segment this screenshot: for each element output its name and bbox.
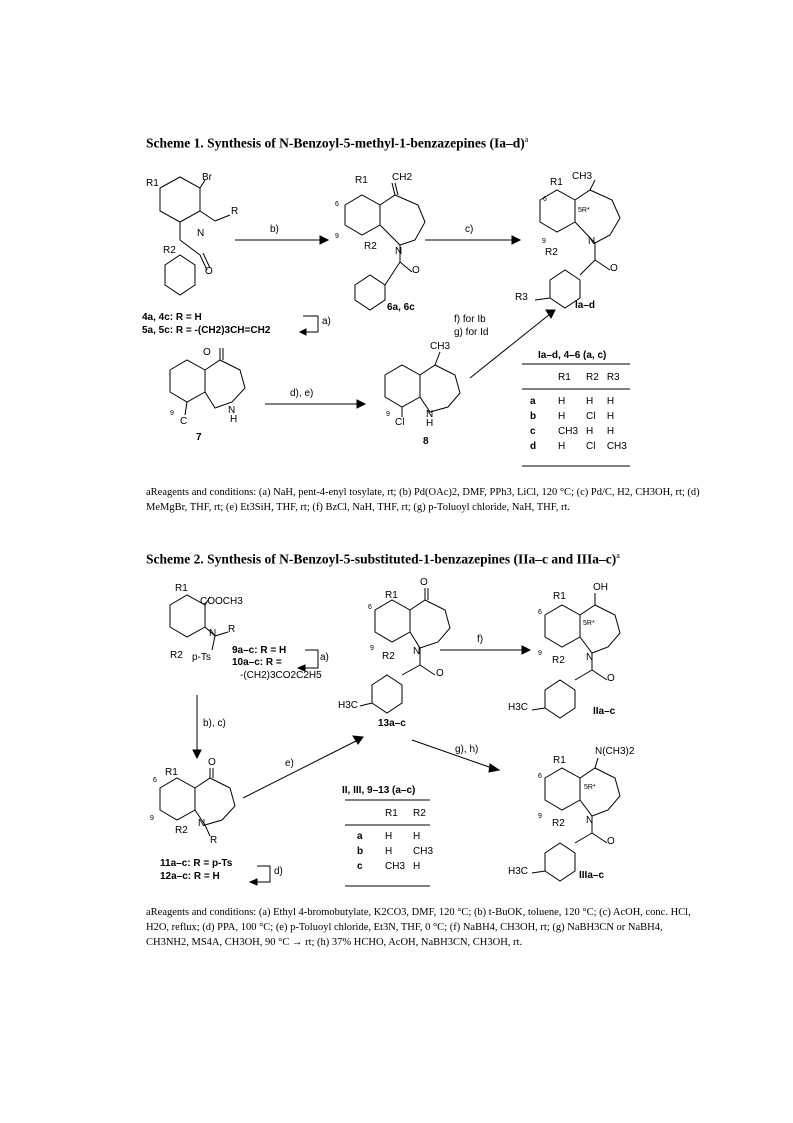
atom-n: N — [228, 405, 236, 416]
table-row: b H Cl H — [530, 411, 615, 422]
atom-o: O — [205, 266, 213, 277]
position-9: 9 — [335, 233, 339, 240]
position-6: 6 — [538, 773, 542, 780]
compound-10-label-2: -(CH2)3CO2C2H5 — [240, 670, 322, 681]
atom-r1: R1 — [385, 590, 398, 601]
position-9: 9 — [370, 645, 374, 652]
position-9: 9 — [538, 813, 542, 820]
atom-o: O — [610, 263, 618, 274]
stereo-5r: 5R* — [578, 207, 590, 214]
compound-III-ring — [545, 768, 580, 810]
atom-o: O — [412, 265, 420, 276]
position-6: 6 — [368, 604, 372, 611]
atom-h3c: H3C — [338, 700, 359, 711]
scheme1-title: Scheme 1. Synthesis of N-Benzoyl-5-methyl-1-benzazepines $(Ia-d)^a$ — [146, 135, 529, 151]
atom-r2: R2 — [545, 247, 558, 258]
compound-7-label: 7 — [196, 432, 202, 443]
atom-h: H — [230, 414, 238, 425]
compound-II-label: IIa–c — [593, 706, 616, 717]
scheme2-substituent-table — [355, 806, 439, 874]
atom-r2: R2 — [382, 651, 395, 662]
table-header-row — [355, 806, 439, 821]
compound-I-label: Ia–d — [575, 300, 596, 311]
atom-n: N — [198, 818, 206, 829]
table-row: b H CH3 — [357, 846, 434, 857]
arrow-de-label: d), e) — [290, 388, 314, 399]
atom-h: H — [426, 418, 434, 429]
compound-10-label-1: 10a–c: R = — [232, 657, 282, 668]
compound-13-ring — [375, 600, 410, 642]
atom-n: N — [588, 236, 596, 247]
atom-r1: R1 — [355, 175, 368, 186]
atom-o: O — [607, 673, 615, 684]
atom-c: C — [180, 416, 188, 427]
atom-ch2: CH2 — [392, 172, 413, 183]
compound-III-label: IIIa–c — [579, 870, 605, 881]
arrow-gh — [412, 740, 492, 768]
atom-r1: R1 — [175, 583, 188, 594]
atom-oh: OH — [593, 582, 608, 593]
table-header: R1 — [385, 808, 398, 819]
atom-r2: R2 — [364, 241, 377, 252]
atom-n: N — [413, 646, 421, 657]
atom-r2: R2 — [552, 818, 565, 829]
atom-h3c: H3C — [508, 702, 529, 713]
compound-11-ring — [160, 778, 195, 820]
table-header: R2 — [413, 808, 426, 819]
atom-r1: R1 — [165, 767, 178, 778]
compound-4-5-label-1: 4a, 4c: R = H — [142, 312, 202, 323]
position-6: 6 — [543, 196, 547, 203]
compound-4-5-label-2: 5a, 5c: R = -(CH2)3CH=CH2 — [142, 325, 271, 336]
atom-r2: R2 — [552, 655, 565, 666]
atom-r1: R1 — [146, 178, 159, 189]
arrow-gh-label: g), h) — [455, 744, 479, 755]
arrow-g-label: g) for Id — [454, 327, 489, 338]
table-header: R3 — [606, 372, 620, 383]
compound-6-label: 6a, 6c — [387, 302, 415, 313]
atom-n: N — [197, 228, 205, 239]
table-row: c CH3 H — [357, 861, 421, 872]
scheme1-footnote: aReagents and conditions: (a) NaH, pent-4-enyl tosylate, rt; (b) Pd(OAc)2, DMF, PPh3, LiCl, 120 °C; (c) Pd/C, H2, CH3OH, rt; (d) MeMgBr, THF, rt; (e) Et3SiH, THF, rt; (f) BzCl, NaH, THF, rt; (g) p-Toluoyl chloride, NaH, THF, rt. — [146, 487, 700, 513]
compound-11-label: 11a–c: R = p-Ts — [160, 858, 233, 869]
compound-II-ring — [545, 605, 580, 647]
compound-III-aryl — [545, 843, 575, 881]
table-header: R1 — [558, 372, 571, 383]
atom-ch3: CH3 — [572, 171, 593, 182]
arrow-b-label: b) — [270, 224, 279, 235]
atom-n: N — [426, 409, 434, 420]
compound-8-label: 8 — [423, 436, 429, 447]
position-6: 6 — [538, 609, 542, 616]
arrow-f-label: f) — [477, 634, 484, 645]
atom-r1: R1 — [553, 591, 566, 602]
atom-n: N — [586, 652, 594, 663]
atom-r2: R2 — [163, 245, 176, 256]
table-row: d H Cl CH3 — [530, 441, 627, 452]
arrow-c-label: c) — [465, 224, 474, 235]
table-row: a H H — [357, 831, 421, 842]
table-row: a H H H — [530, 396, 615, 407]
atom-r: R — [210, 835, 218, 846]
scheme2-footnote: aReagents and conditions: (a) Ethyl 4-bromobutylate, K2CO3, DMF, 120 °C; (b) t-BuOK, toluene, 120 °C; (c) AcOH, conc. HCl, H2O, reflux; (d) PPA, 100 °C; (e) p-Toluoyl chloride, Et3N, THF, 0 °C; (f) NaBH4, CH3OH, rt; (g) NaBH3CN or NaBH4, CH3NH2, MS4A, CH3OH, 90 °C → rt; (h) 37% HCHO, AcOH, NaBH3CN, CH3OH, rt. — [146, 907, 691, 948]
atom-pts: p-Ts — [192, 652, 211, 663]
atom-ch3: CH3 — [430, 341, 451, 352]
atom-r1: R1 — [553, 755, 566, 766]
table-row: c CH3 H H — [530, 426, 615, 437]
stereo-5r: 5R* — [583, 620, 595, 627]
atom-r: R — [228, 624, 236, 635]
scheme2-title: Scheme 2. Synthesis of N-Benzoyl-5-substituted-1-benzazepines (IIa–c and IIIa–c)$^a$ — [146, 551, 620, 567]
atom-nme2: N(CH3)2 — [595, 746, 635, 757]
atom-r2: R2 — [175, 825, 188, 836]
atom-o: O — [607, 836, 615, 847]
position-9: 9 — [150, 815, 154, 822]
position-9: 9 — [386, 411, 390, 418]
atom-r1: R1 — [550, 177, 563, 188]
atom-br: Br — [202, 172, 212, 183]
arrow-bc-label: b), c) — [203, 718, 226, 729]
atom-o: O — [208, 757, 216, 768]
atom-o: O — [420, 577, 428, 588]
atom-r: R — [231, 206, 239, 217]
position-9: 9 — [170, 410, 174, 417]
arrow-f-label: f) for Ib — [454, 314, 486, 325]
atom-r3: R3 — [515, 292, 528, 303]
compound-II-aryl — [545, 680, 575, 718]
atom-r2: R2 — [170, 650, 183, 661]
atom-h3c: H3C — [508, 866, 529, 877]
atom-n: N — [209, 628, 217, 639]
arrow-e — [243, 740, 358, 798]
atom-n: N — [586, 815, 594, 826]
arrow-d-label: d) — [274, 866, 283, 877]
position-6: 6 — [153, 777, 157, 784]
compound-12-label: 12a–c: R = H — [160, 871, 220, 882]
scheme1-table-title: Ia–d, 4–6 (a, c) — [538, 350, 607, 361]
position-9: 9 — [538, 650, 542, 657]
atom-cl: Cl — [395, 417, 405, 428]
arrow-e-label: e) — [285, 758, 294, 769]
scheme2-table-title: II, III, 9–13 (a–c) — [342, 785, 416, 796]
arrow-a-label: a) — [320, 652, 329, 663]
atom-o: O — [436, 668, 444, 679]
arrow-a-label: a) — [322, 316, 331, 327]
compound-13-label: 13a–c — [378, 718, 406, 729]
position-9: 9 — [542, 238, 546, 245]
stereo-5r: 5R* — [584, 784, 596, 791]
atom-n: N — [395, 246, 403, 257]
table-header: R2 — [586, 372, 599, 383]
position-6: 6 — [335, 201, 339, 208]
compound-9-label: 9a–c: R = H — [232, 645, 287, 656]
compound-13-aryl — [372, 675, 402, 713]
atom-o: O — [203, 347, 211, 358]
atom-cooch3: COOCH3 — [200, 596, 243, 607]
